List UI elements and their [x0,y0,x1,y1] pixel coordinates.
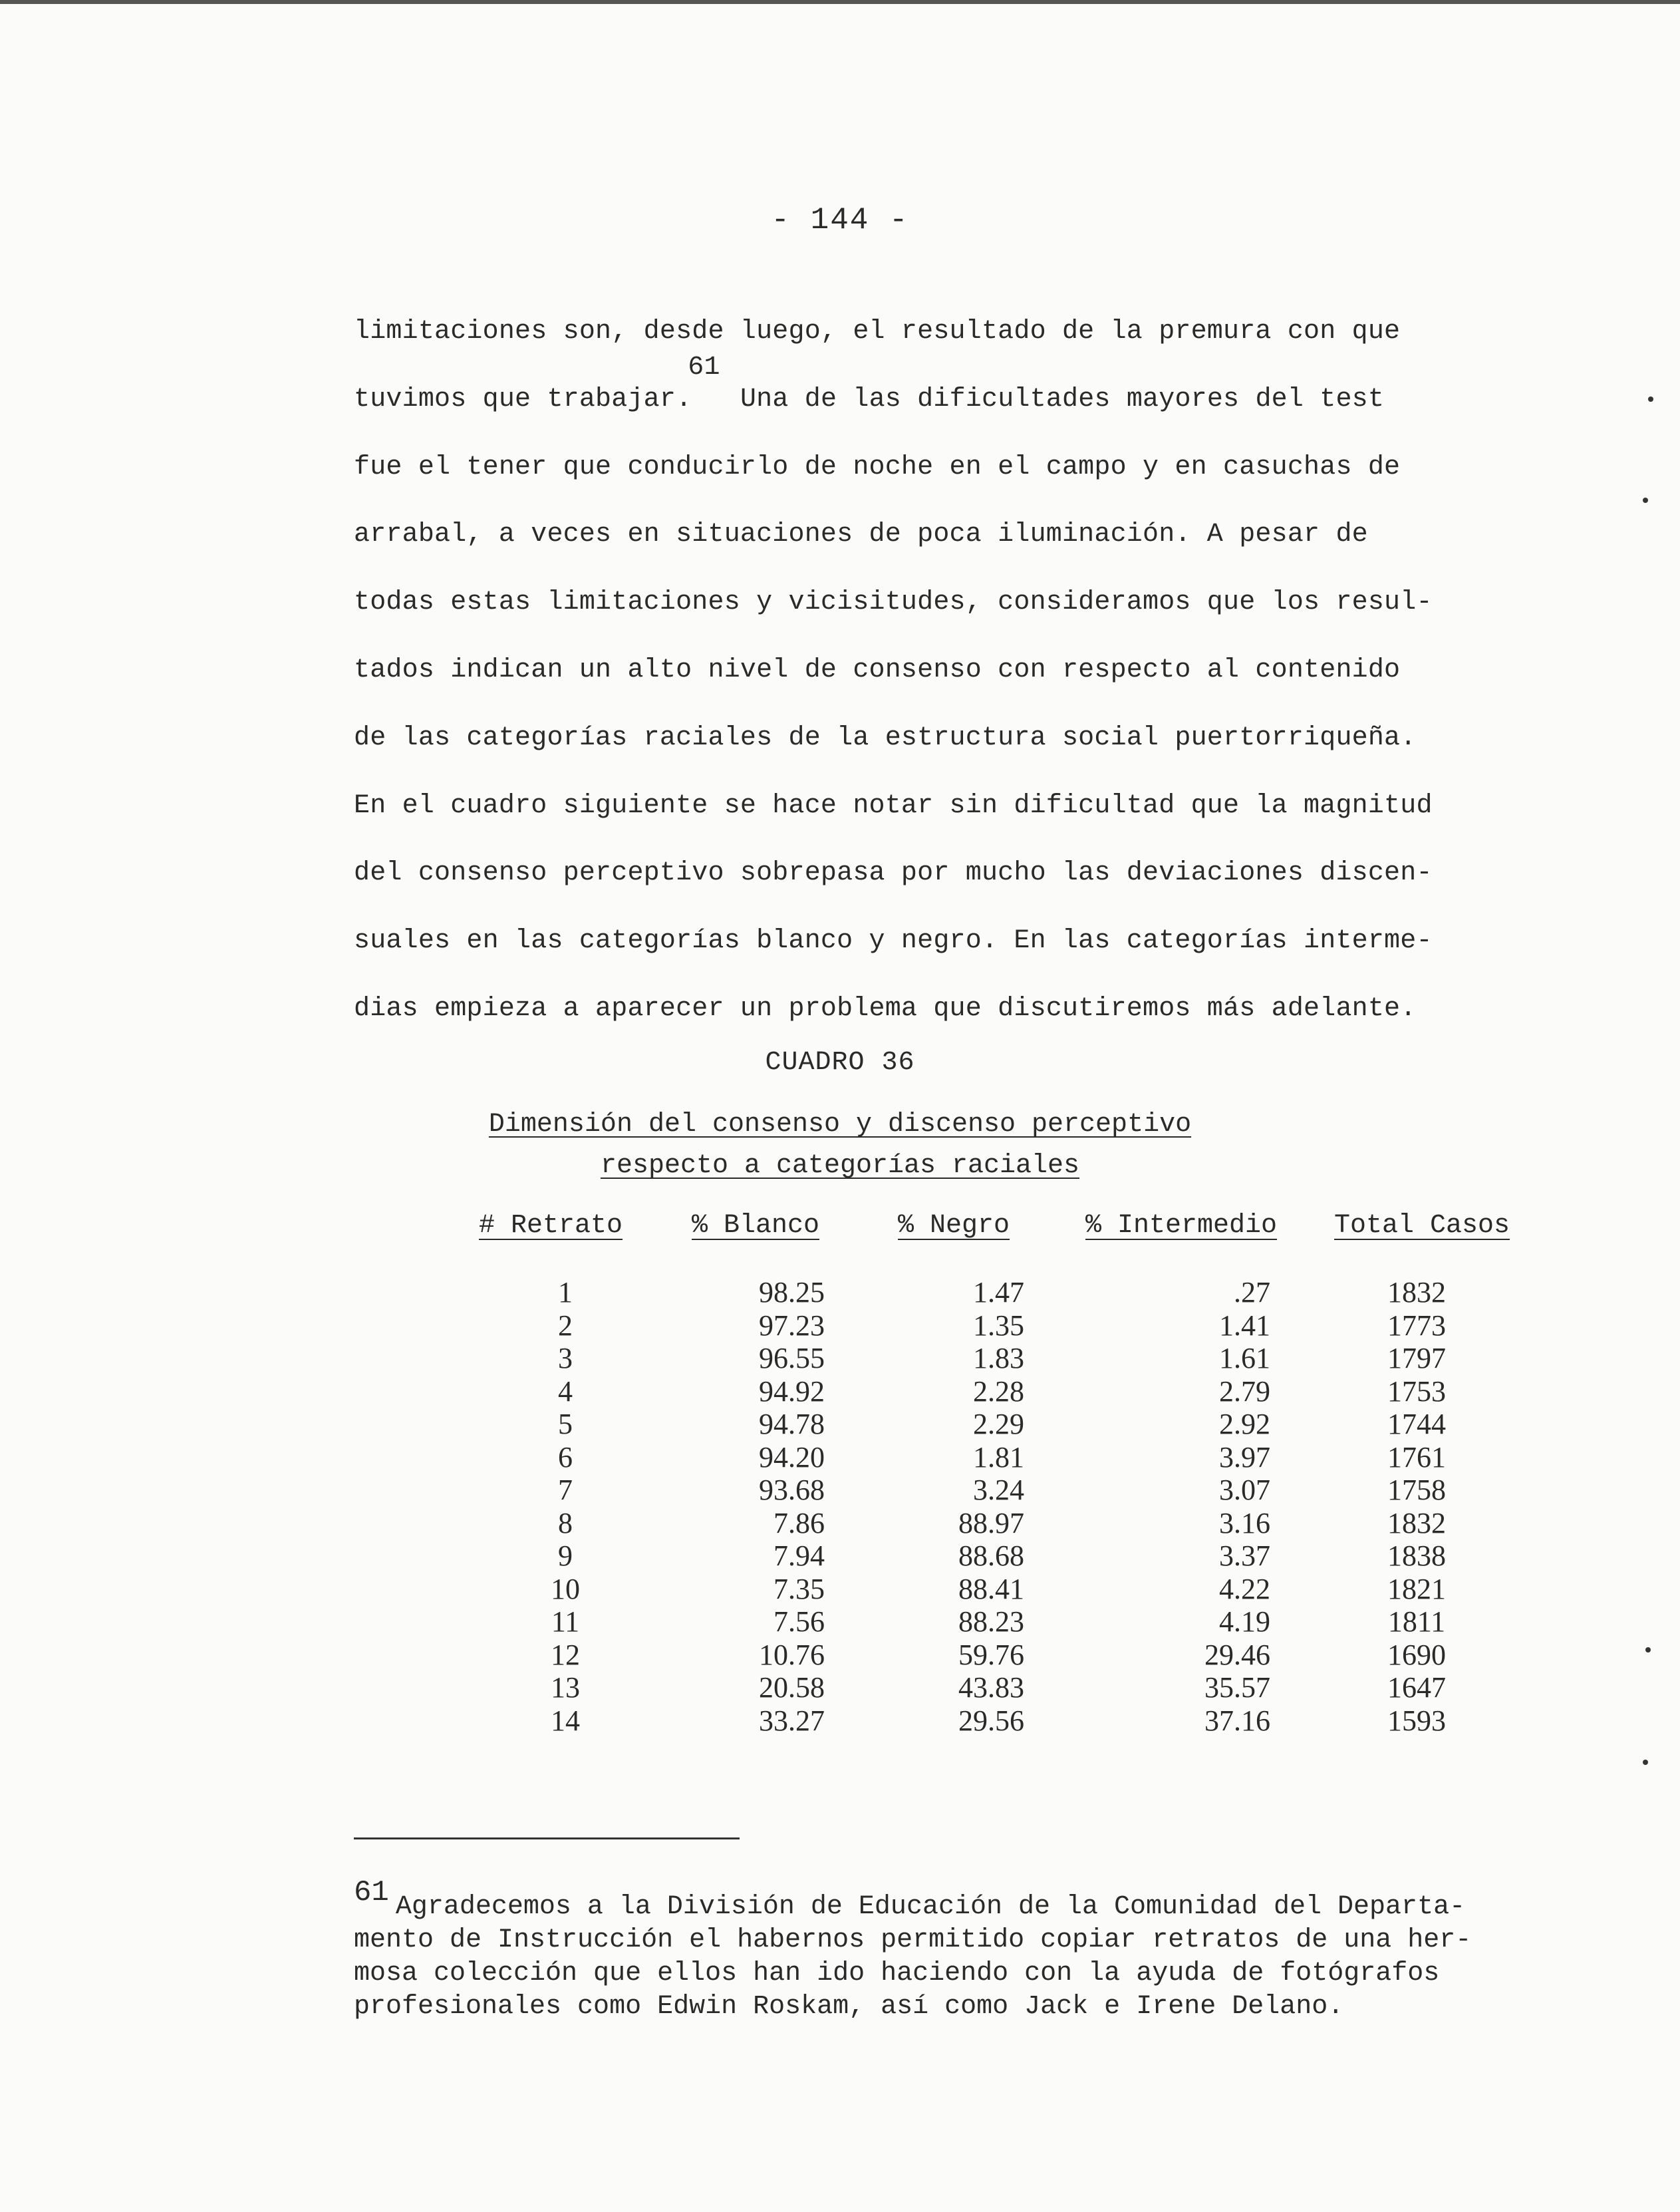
cell-negro: 88.23 [958,1605,1024,1638]
column-header-total-casos: Total Casos [1334,1211,1510,1241]
table-row [0,1276,1680,1309]
body-line: limitaciones son, desde luego, el resultado de la premura con que [354,317,1401,347]
table-row [0,1539,1680,1573]
table-row [0,1375,1680,1408]
footnote-mark: 61 [354,1876,389,1909]
table-row [0,1474,1680,1507]
cell-blanco: 94.78 [759,1408,825,1440]
cell-total-casos: 1821 [1387,1572,1446,1605]
table-row [0,1639,1680,1672]
cell-intermedio: 4.19 [1219,1605,1270,1638]
body-line: del consenso perceptivo sobrepasa por mucho las deviaciones discen- [354,858,1433,889]
cell-negro: 43.83 [958,1671,1024,1704]
cell-negro: 1.35 [973,1309,1024,1342]
cell-retrato: 4 [558,1374,573,1408]
cell-blanco: 98.25 [759,1276,825,1309]
cell-retrato: 9 [558,1539,573,1572]
margin-mark [1643,498,1648,503]
cell-blanco: 93.68 [759,1474,825,1506]
body-line [354,352,1498,434]
column-header-retrato: # Retrato [479,1211,623,1241]
cell-intermedio: 1.41 [1219,1309,1270,1342]
margin-mark [1643,1760,1648,1765]
table-caption-text: Dimensión del consenso y discenso perceptivo [488,1110,1192,1140]
table-row [0,1408,1680,1441]
cell-intermedio: 1.61 [1219,1342,1270,1374]
body-line: arrabal, a veces en situaciones de poca iluminación. A pesar de [354,520,1368,550]
cell-retrato: 1 [558,1276,573,1309]
page-number: - 144 - [771,203,909,237]
cell-negro: 88.68 [958,1539,1024,1572]
cell-negro: 3.24 [973,1474,1024,1506]
cell-intermedio: 3.16 [1219,1506,1270,1539]
footnote-line [354,1876,1524,1924]
cell-blanco: 7.56 [773,1605,825,1638]
body-line-segment: tuvimos que trabajar. [354,384,692,414]
body-line: fue el tener que conducirlo de noche en el campo y en casuchas de [354,452,1401,482]
cell-negro: 59.76 [958,1638,1024,1671]
cell-blanco: 96.55 [759,1342,825,1374]
cell-total-casos: 1753 [1387,1374,1446,1408]
body-line: dias empieza a aparecer un problema que discutiremos más adelante. [354,993,1417,1024]
column-header-negro: % Negro [898,1211,1010,1241]
cell-blanco: 7.35 [773,1572,825,1605]
cell-total-casos: 1838 [1387,1539,1446,1572]
cell-intermedio: 3.97 [1219,1440,1270,1474]
table-caption-line-2 [0,1151,1680,1181]
table-body [0,1276,1680,1737]
cell-retrato: 8 [558,1506,573,1539]
cell-total-casos: 1744 [1387,1408,1446,1440]
cell-retrato: 6 [558,1440,573,1474]
cell-intermedio: 2.79 [1219,1374,1270,1408]
body-line-segment: Una de las dificultades mayores del test [740,384,1385,414]
cell-intermedio: 29.46 [1204,1638,1270,1671]
column-header-intermedio: % Intermedio [1085,1211,1278,1241]
footnote [354,1876,1524,2024]
table-row [0,1704,1680,1738]
cell-total-casos: 1647 [1387,1671,1446,1704]
table-row [0,1573,1680,1606]
table-row [0,1441,1680,1474]
cell-negro: 1.83 [973,1342,1024,1374]
cell-intermedio: .27 [1234,1276,1270,1309]
column-header-blanco: % Blanco [692,1211,820,1241]
cell-negro: 2.28 [973,1374,1024,1408]
cell-blanco: 20.58 [759,1671,825,1704]
table-number: CUADRO 36 [765,1048,915,1078]
body-line: todas estas limitaciones y vicisitudes, consideramos que los resul- [354,587,1433,618]
cell-total-casos: 1832 [1387,1506,1446,1539]
footnote-divider [354,1837,740,1839]
cell-retrato: 12 [551,1638,580,1671]
table-row [0,1671,1680,1704]
footnote-line-text: Agradecemos a la División de Educación de la Comunidad del Departa- [395,1892,1466,1922]
cell-intermedio: 3.07 [1219,1474,1270,1506]
cell-blanco: 7.86 [773,1506,825,1539]
cell-total-casos: 1832 [1387,1276,1446,1309]
cell-blanco: 33.27 [759,1704,825,1737]
cell-negro: 1.47 [973,1276,1024,1309]
scan-top-edge [0,0,1680,4]
table-row [0,1605,1680,1639]
cell-negro: 88.41 [958,1572,1024,1605]
cell-total-casos: 1690 [1387,1638,1446,1671]
table-caption-line-1 [0,1110,1680,1140]
cell-total-casos: 1773 [1387,1309,1446,1342]
cell-intermedio: 35.57 [1204,1671,1270,1704]
cell-intermedio: 2.92 [1219,1408,1270,1440]
cell-retrato: 13 [551,1671,580,1704]
table-row [0,1309,1680,1343]
cell-blanco: 10.76 [759,1638,825,1671]
cell-retrato: 3 [558,1342,573,1374]
footnote-reference: 61 [688,352,720,383]
cell-intermedio: 3.37 [1219,1539,1270,1572]
cell-intermedio: 4.22 [1219,1572,1270,1605]
cell-retrato: 2 [558,1309,573,1342]
body-line: tados indican un alto nivel de consenso con respecto al contenido [354,655,1401,685]
cell-retrato: 7 [558,1474,573,1506]
cell-blanco: 94.92 [759,1374,825,1408]
cell-total-casos: 1797 [1387,1342,1446,1374]
footnote-line: mosa colección que ellos han ido haciendo con la ayuda de fotógrafos [354,1959,1440,1988]
cell-retrato: 14 [551,1704,580,1737]
cell-intermedio: 37.16 [1204,1704,1270,1737]
body-paragraph [354,298,1498,1043]
cell-blanco: 97.23 [759,1309,825,1342]
cell-total-casos: 1593 [1387,1704,1446,1737]
table-row [0,1342,1680,1375]
footnote-line: mento de Instrucción el habernos permitido copiar retratos de una her- [354,1925,1472,1955]
body-line: de las categorías raciales de la estructura social puertorriqueña. [354,722,1417,753]
body-line: suales en las categorías blanco y negro. En las categorías interme- [354,926,1433,957]
cell-total-casos: 1758 [1387,1474,1446,1506]
cell-blanco: 7.94 [773,1539,825,1572]
table-caption-text: respecto a categorías raciales [600,1151,1080,1181]
cell-retrato: 11 [551,1605,580,1638]
body-line: En el cuadro siguiente se hace notar sin dificultad que la magnitud [354,790,1433,821]
cell-blanco: 94.20 [759,1440,825,1474]
cell-total-casos: 1761 [1387,1440,1446,1474]
footnote-line: profesionales como Edwin Roskam, así como Jack e Irene Delano. [354,1992,1344,2022]
cell-retrato: 5 [558,1408,573,1440]
margin-mark [1648,396,1653,402]
cell-negro: 1.81 [973,1440,1024,1474]
cell-retrato: 10 [551,1572,580,1605]
cell-negro: 29.56 [958,1704,1024,1737]
cell-negro: 88.97 [958,1506,1024,1539]
cell-total-casos: 1811 [1387,1605,1446,1638]
table-row [0,1507,1680,1540]
cell-negro: 2.29 [973,1408,1024,1440]
margin-mark [1645,1647,1651,1653]
